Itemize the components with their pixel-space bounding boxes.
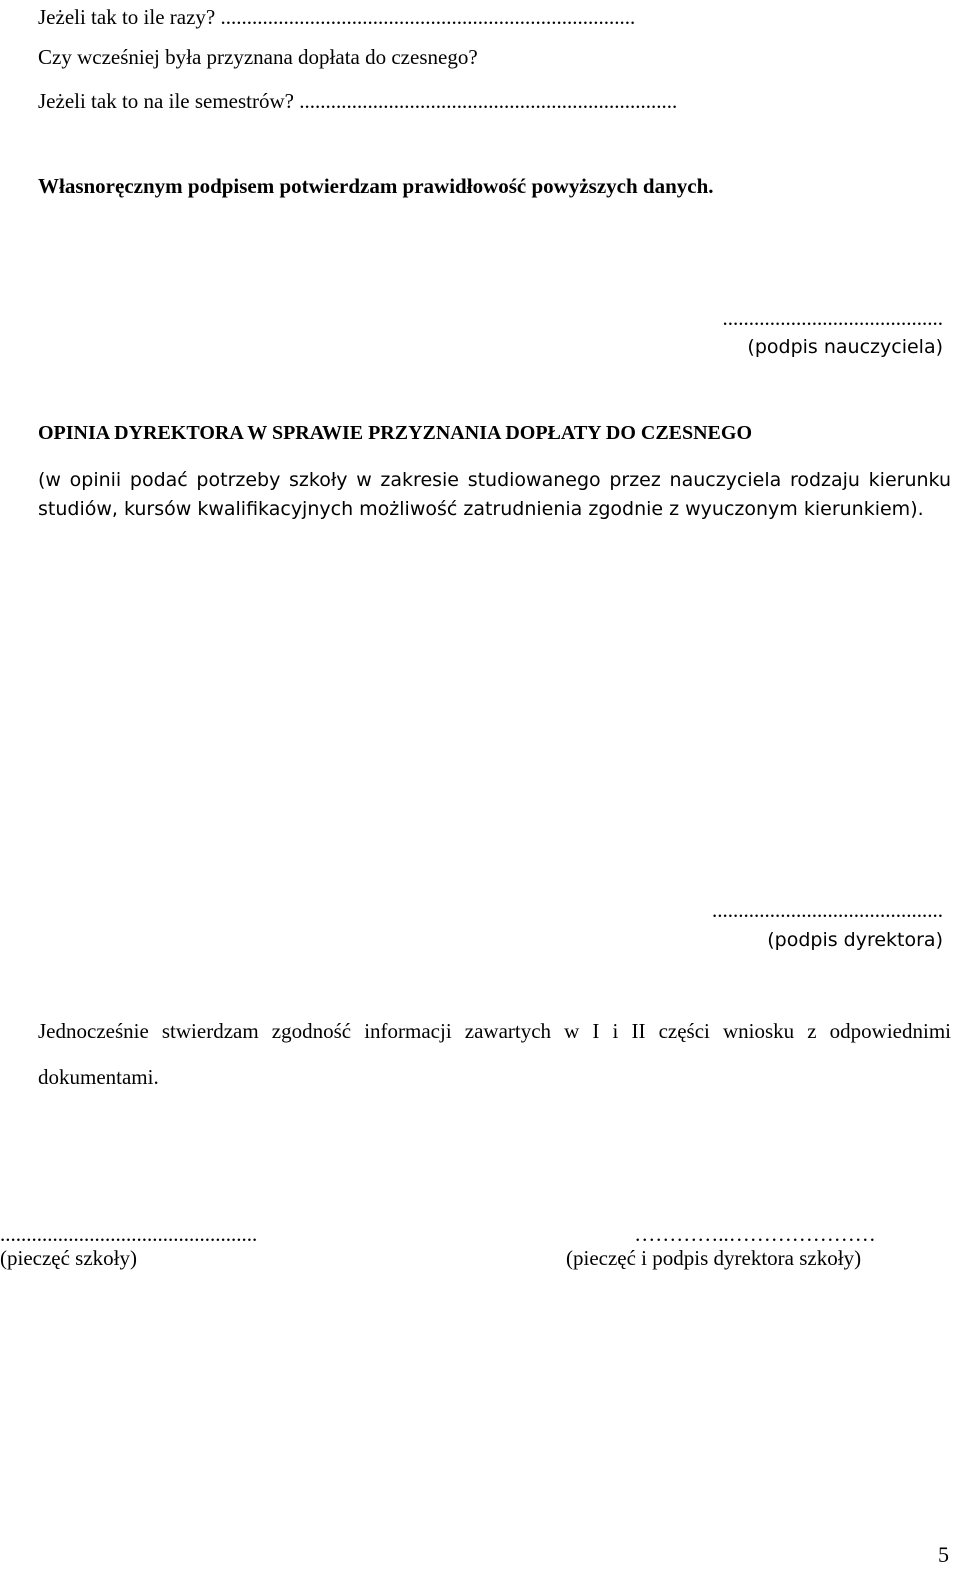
director-signature-label: (podpis dyrektora): [767, 929, 943, 951]
director-stamp-label: (pieczęć i podpis dyrektora szkoły): [566, 1246, 862, 1270]
question-times: Jeżeli tak to ile razy? ...............................................................................: [38, 5, 636, 29]
school-stamp-label: (pieczęć szkoły): [0, 1246, 138, 1270]
teacher-signature-line: ..........................................: [722, 306, 943, 330]
declaration-text: Własnoręcznym podpisem potwierdzam prawidłowość powyższych danych.: [38, 174, 714, 198]
director-signature-line: ............................................: [712, 898, 943, 922]
page-number: 5: [938, 1542, 949, 1567]
director-stamp-line: …………..…………………: [634, 1222, 876, 1246]
confirmation-text: Jednocześnie stwierdzam zgodność informacji zawartych w I i II części wniosku z odpowiednimi dokumentami.: [38, 1019, 951, 1089]
question-semesters: Jeżeli tak to na ile semestrów? ........................................................................: [38, 89, 678, 113]
director-opinion-instruction: (w opinii podać potrzeby szkoły w zakresie studiowanego przez nauczyciela rodzaju kierunku studiów, kursów kwalifikacyjnych możliwość zatrudnienia zgodnie z wyuczonym kierunkiem).: [38, 469, 951, 520]
school-stamp-line: .................................................: [0, 1222, 258, 1246]
teacher-signature-label: (podpis nauczyciela): [747, 336, 943, 358]
director-opinion-heading: OPINIA DYREKTORA W SPRAWIE PRZYZNANIA DOPŁATY DO CZESNEGO: [38, 422, 753, 444]
question-previous-subsidy: Czy wcześniej była przyznana dopłata do czesnego?: [38, 45, 478, 69]
